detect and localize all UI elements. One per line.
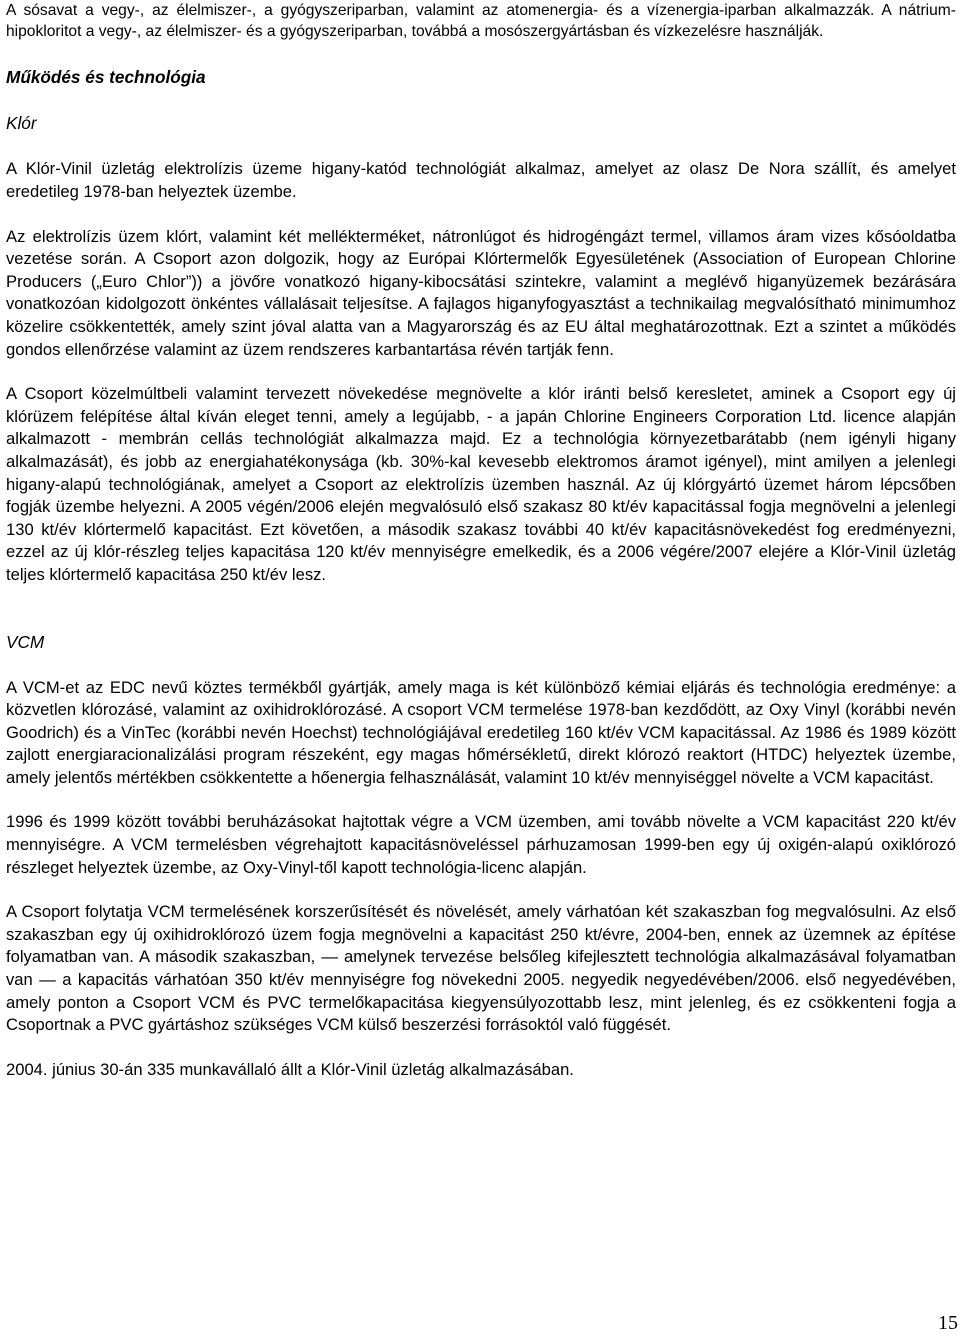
subheading-vcm: VCM [6, 631, 45, 652]
klor-paragraph-1: A Klór-Vinil üzletág elektrolízis üzeme higany-katód technológiát alkalmaz, amelyet az olasz De Nora szállít, és amelyet eredetileg 1978-ban helyeztek üzembe. [6, 159, 956, 201]
klor-paragraph-3: A Csoport közelmúltbeli valamint tervezett növekedése megnövelte a klór iránti belső keresletet, aminek a Csoport egy új klórüzem felépítése által kíván eleget tenni, amely a legújabb, - a japán Chlorine Engineers Corporation Ltd. licence alapján alkalmazott - membrán cellás technológiát alkalmazza majd. Ez a technológia környezetbarátabb (nem igényli higany alkalmazását), és jobb az energiahatékonysága (kb. 30%-kal kevesebb elektromos áramot igényel), mint amilyen a jelenlegi higany-alapú technológiának, amelyet a Csoport az elektrolízis üzemben használ. Az új klórgyártó üzemet három lépcsőben fogják üzembe helyezni. A 2005 végén/2006 elején megvalósuló első szakasz 80 kt/év kapacitással fogja megnövelni a jelenlegi 130 kt/év klórtermelő kapacitást. Ezt követően, a második szakasz további 40 kt/év kapacitásnövekedést fog eredményezni, ezzel az új klór-részleg teljes kapacitása 120 kt/év mennyiségre emelkedik, és a 2006 végére/2007 elejére a Klór-Vinil üzletág teljes klórtermelő kapacitása 250 kt/év lesz. [6, 384, 956, 584]
vcm-paragraph-3: A Csoport folytatja VCM termelésének korszerűsítését és növelését, amely várhatóan két szakaszban fog megvalósulni. Az első szakaszban egy új oxihidroklórozó üzem fogja megnövelni a kapacitást 250 kt/évre, 2004-ben, ennek az üzemnek az építése folyamatban van. A második szakaszban, — amelynek tervezése belsőleg kifejlesztett technológia alkalmazásával folyamatban van — a kapacitás várhatóan 350 kt/év mennyiségre fog növekedni 2005. negyedik negyedévében/2006. első negyedévében, amely ponton a Csoport VCM és PVC termelőkapacitása kiegyensúlyozottabb lesz, mint jelenleg, és ez csökkenteni fogja a Csoportnak a PVC gyártáshoz szükséges VCM külső beszerzési forrásoktól való függését. [6, 902, 956, 1035]
intro-paragraph: A sósavat a vegy-, az élelmiszer-, a gyógyszeriparban, valamint az atomenergia- és a vízenergia-iparban alkalmazzák. A nátrium-hipokloritot a vegy-, az élelmiszer- és a gyógyszeriparban, továbbá a mosószergyártásban és vízkezelésre használják. [6, 2, 956, 41]
document-page [6, 0, 956, 1081]
vcm-paragraph-2: 1996 és 1999 között további beruházásokat hajtottak végre a VCM üzemben, ami tovább növelte a VCM kapacitást 220 kt/év mennyiségre. A VCM termelésben végrehajtott kapacitásnöveléssel párhuzamosan 1999-ben egy új oxigén-alapú oxiklórozó részleget helyeztek üzembe, az Oxy-Vinyl-től kapott technológia-licenc alapján. [6, 812, 956, 877]
vcm-paragraph-1: A VCM-et az EDC nevű köztes termékből gyártják, amely maga is két különböző kémiai eljárás és technológia eredménye: a közvetlen klórozásé, valamint az oxihidroklórozásé. A csoport VCM termelése 1978-ban kezdődött, az Oxy Vinyl (korábbi nevén Goodrich) és a VinTec (korábbi nevén Hoechst) technológiájával eredetileg 160 kt/év VCM kapacitással. Az 1986 és 1989 között zajlott energiaracionalizálási program részeként, egy magas hőmérsékletű, direkt klórozó reaktort (HTDC) helyeztek üzembe, amely jelentős mértékben csökkentette a hőenergia felhasználását, valamint 10 kt/év mennyiséggel növelte a VCM kapacitást. [6, 677, 956, 787]
subheading-klor: Klór [6, 113, 37, 134]
page-number: 15 [938, 1312, 958, 1334]
vcm-paragraph-4: 2004. június 30-án 335 munkavállaló állt a Klór-Vinil üzletág alkalmazásában. [6, 1059, 574, 1079]
klor-paragraph-2: Az elektrolízis üzem klórt, valamint két mellékterméket, nátronlúgot és hidrogéngázt termel, villamos áram vizes kősóoldatba vezetése során. A Csoport azon dolgozik, hogy az Európai Klórtermelők Egyesületének (Association of European Chlorine Producers („Euro Chlor”)) a jövőre vonatkozó higany-kibocsátási szintekre, valamint a meglévő higanyüzemek bezárására vonatkozóan kidolgozott önkéntes vállalásait teljesítse. A fajlagos higanyfogyasztást a technikailag megvalósítható minimumhoz közelire csökkentették, amely szint jóval alatta van a Magyarország és az EU által meghatározottnak. Ezt a szintet a működés gondos ellenőrzése valamint az üzem rendszeres karbantartása révén tartják fenn. [6, 226, 956, 359]
section-heading: Működés és technológia [6, 67, 206, 88]
